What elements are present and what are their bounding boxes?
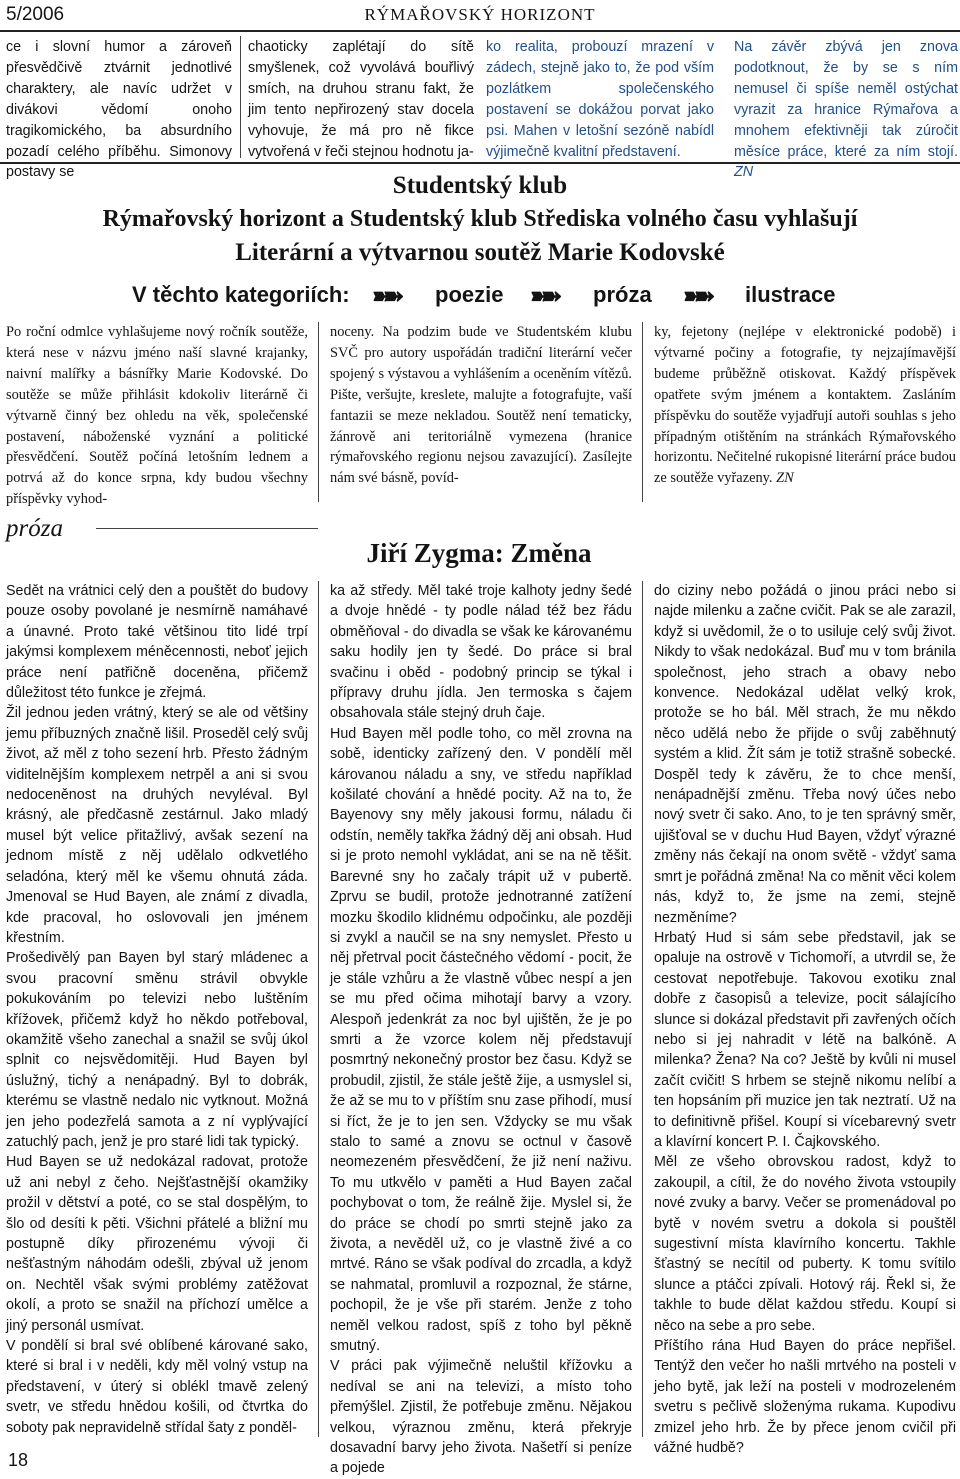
- signature: ZN: [776, 470, 794, 487]
- paragraph: chaoticky zaplétají do sítě smyšlenek, což vyvolává bouřlivý smích, na druhou stranu fakt, že jim tento nepřirozený stav docela vyhovuje, že má pro ně fikce vytvořená v řeči stejnou hodnotu ja-: [248, 39, 474, 160]
- paragraph: [654, 322, 956, 489]
- club-column-3: [654, 322, 956, 510]
- arrow-icon: ➽➽: [372, 283, 397, 310]
- column-divider: [642, 322, 643, 502]
- column-divider: [318, 581, 319, 1437]
- paragraph-text: ky, fejetony (nejlépe v elektronické podobě) i výtvarné počiny a fotografie, ty nejzajímavější budeme průběžně otiskovat. Každý příspěvek opatřete svým jménem a kontaktem. Zasláním příspěvku do soutěže vyjadřují autoři souhlas s jeho případným otištěním na stránkách Rýmařovského horizontu. Nečitelné rukopisné literární práce budou ze soutěže vyřazeny.: [654, 324, 956, 487]
- arrow-icon: ➽➽: [683, 283, 708, 310]
- paragraph: ce i slovní humor a zároveň přesvědčivě ztvárnit jednotlivé charaktery, ale navíc udržet v divákovi vědomí onoho tragikomického, ba absurdního pozadí celého příběhu. Simonovy postavy se: [6, 39, 232, 181]
- column-divider: [642, 581, 643, 1437]
- page-number: 18: [8, 1450, 29, 1470]
- contest-title: Literární a výtvarnou soutěž Marie Kodovské: [235, 239, 725, 266]
- club-heading: Studentský klub: [392, 172, 568, 199]
- paragraph: Příštího rána Hud Bayen do práce nepřišel. Tentýž den večer ho našli mrtvého na posteli v jeho bytě, jak leží na posteli v modrozeleném svetru s pečlivě složenýma rukama. Kupodivu zmizel jeho hrb. Že by přece jenom cvičil při vážné hudbě?: [654, 1338, 956, 1457]
- issue-number: 5/2006: [6, 4, 65, 25]
- top-column-1: [6, 37, 232, 181]
- column-divider: [318, 322, 319, 502]
- paragraph: Hrbatý Hud si sám sebe představil, jak se opaluje na ostrově v Tichomoří, a utvrdil se, že cestovat nepotřebuje. Takovou exotiku znal dobře z časopisů a televize, pocit sálajícího slunce si dokázal představit při zavřených očích nebo si jej nahradit v létě na balkóně. A milenka? Žena? Na co? Ještě by kvůli ni musel začít cvičit! S hrbem se stejně nikomu nelíbí a ten hopsáním při muzice jen tak neztratí. Už na to definitivně přišel. Koupí si vícebarevný svetr a klavírní koncert P. I. Čajkovského.: [654, 929, 956, 1150]
- paragraph: Hud Bayen měl podle toho, co měl zrovna na sobě, identicky zařízený den. V pondělí měl károvanou náladu a sny, ve středu například košilaté chování a hnědé pocity. Až na to, že Bayenovy sny měly jakousi formu, náladu či odstín, neměly takřka žádný děj ani obsah. Hud si je proto nemohl vykládat, ani se na ně těšit. Barevné sny ho začaly trápit už v pubertě. Zprvu se budil, protože jednotranné zatížení mozku škodilo klidnému odpočinku, ale později si zvykl a naučil se na sny nemyslet. Přesto u něj přetrval pocit částečného vědomí - pocit, že je stále vzhůru a že vlastně vůbec nespí a jen se mu před očima mihotají barvy a vzory. Alespoň jedenkrát za noc byl ujištěn, že je po smrti a že vzorce kolem něj představují posmrtný nekonečný prostor bez času. Když se probudil, zjistil, že stále ještě žije, a usmyslel si, že až se mu to v příštím snu zase přihodí, musí si říct, že je to jen sen. Vždycky se mu však stalo to samé a znovu se octnul v časově neomezeném přesvědčení, že již není naživu. To mu utkvělo v paměti a Hud Bayen začal pochybovat o tom, že reálně žije. Myslel si, že do práce se chodí po smrti stejně jako za života, a nevěděl už, co je vlastně živé a co mrtvé. Ráno se však podíval do zrcadla, a když se nahmatal, promluvil a rozpoznal, že stárne, pochopil, že je vše při starém. Jenže z toho neměl velkou radost, spíš z toho byl pěkně smutný.: [330, 725, 632, 1355]
- category-proza: próza: [593, 282, 652, 307]
- paragraph: V práci pak výjimečně neluštil křížovku a nedíval se ani na televizi, a místo toho přemýšlel. Zjistil, že potřebuje změnu. Nějakou velkou, výraznou změnu, která překryje dosavadní barvy jeho života. Našetří si peníze a pojede: [330, 1358, 632, 1477]
- story-title: Jiří Zygma: Změna: [366, 538, 592, 568]
- paragraph-text: Na závěr zbývá jen znova podotknout, že by se s ním nemusel či spíše neměl ostýchat vyrazit za hranice Rýmařova a mnohem efektivněji tak zúročit měsíce práce, které za ním stojí.: [734, 39, 958, 160]
- paragraph: ko realita, probouzí mrazení v zádech, stejně jako to, že pod vším pozlátkem společenského postavení se dokážou porvat jako psi. Mahen v letošní sezóně nabídl výjimečně kvalitní představení.: [486, 39, 714, 160]
- paragraph: Měl ze všeho obrovskou radost, když to zakoupil, a cítil, že do nového života vstoupily nové zvuky a barvy. Večer se promenádoval po bytě v novém svetru a dokola si pouštěl sugestivní místa klavírního koncertu. Takhle šťastný se necítil od puberty. K tomu svítilo slunce a ptáčci zpívali. Hotový ráj. Řekl si, že takhle to bude dělat každou středu. Koupí si něco na sebe a pro sebe.: [654, 1154, 956, 1334]
- story-column-2: [330, 581, 632, 1477]
- top-column-4: [734, 37, 958, 181]
- category-poezie: poezie: [435, 282, 504, 307]
- top-column-2: [248, 37, 474, 159]
- paragraph: Sedět na vrátnici celý den a pouštět do budovy pouze osoby povolané je nesmírně namáhavé a únavné. Proto také většinou tito lidé trpí jakýmsi komplexem méněcennosti, neboť jejich práce není patřičně doceněna, přičemž důležitost této funkce je zřejmá.: [6, 583, 308, 702]
- header-rule: [0, 30, 960, 32]
- paragraph: noceny. Na podzim bude ve Studentském klubu SVČ pro autory uspořádán tradiční literární večer spojený s výstavou a vyhlášením a oceněním vítězů. Pište, veršujte, kreslete, malujte a fotografujte, vaší fantazii se meze nekladou. Soutěž není tematicky, žánrově ani teritoriálně vymezena (hranice rýmařovského regionu nejsou zavazující). Zasílejte nám své básně, povíd-: [330, 324, 632, 487]
- category-ilustrace: ilustrace: [745, 282, 836, 307]
- story-column-3: [654, 581, 956, 1457]
- paragraph: do ciziny nebo požádá o jinou práci nebo si najde milenku a začne cvičit. Pak se ale zarazil, když si uvědomil, že o to usiluje celý svůj život. Nikdy to však nedokázal. Buď mu v tom bránila společnost, jeho strach a obavy nebo konvence. Nedokázal udělat velký krok, protože se ho bál. Měl strach, že mu někdo něco udělá nebo že přijde o svůj zaběhnutý systém a klid. Žít sám je totiž strašně sobecké. Dospěl tedy k závěru, že to chce menší, nenápadnější změnu. Třeba nový účes nebo nový svetr či sako. Ano, to je ten správný směr, ujišťoval se v duchu Hud Bayen, vždyť výrazné změny nás čekají na onom světě - vždyť sama smrt je pořádná změna! Na co měnit věci kolem nás, když to, že jsme na zemi, stejně nezměníme?: [654, 583, 956, 926]
- paragraph: Žil jednou jeden vrátný, který se ale od většiny jemu příbuzných značně lišil. Proseděl celý svůj život, až měl z toho sezení hrb. Přesto žádným viditelnějším komplexem netrpěl a ani si svou nedoceněnost na druhých nevyléval. Byl krásný, ale předčasně zestárnul. Jako mladý musel být velice přitažlivý, avšak sezení na jednom místě z něj udělalo odkvetlého seladóna, který měl ke všemu ohnutá záda. Jmenoval se Hud Bayen, ale známí z divadla, kde pracoval, ho oslovovali jen jménem křestním.: [6, 705, 308, 946]
- club-column-2: [330, 322, 632, 510]
- paragraph: ka až středy. Měl také troje kalhoty jedny šedé a dvoje hnědé - ty podle nálad též bez řádu obměňoval - do divadla se však ke károvanému saku hodily jen ty šedé. Do práce si bral svačinu i oběd - podobný princip se týkal i přípravy druhu jídla. Jen termoska s čajem obsahovala stále stejný druh čaje.: [330, 583, 632, 722]
- top-column-3: [486, 37, 714, 159]
- signature: ZN: [734, 164, 754, 181]
- paragraph: Hud Bayen se už nedokázal radovat, protože už ani nebyl z čeho. Nejšťastnější okamžiky prožil v dětství a poté, co se stal dospělým, to šlo od desíti k pěti. Všichni přátelé a bližní mu postupně díky přirozenému vývoji či nešťastným náhodám odešli, zbýval už jenom on. Nechtěl však svými problémy zatěžovat okolí, a proto se snažil na příchozí umělce a jiný personál usmívat.: [6, 1154, 308, 1334]
- section-rule: [0, 162, 960, 164]
- page-header: [0, 0, 960, 32]
- magazine-title: RÝMAŘOVSKÝ HORIZONT: [364, 5, 596, 24]
- paragraph: Po roční odmlce vyhlašujeme nový ročník soutěže, která nese v názvu jméno naší slavné krajanky, naivní malířky a básnířky Marie Kodovské. Do soutěže se může přihlásit kdokoliv literárně či výtvarně činný bez ohledu na věk, společenské postavení, náboženské vyznání a politické přesvědčení. Soutěž počíná letošním lednem a potrvá až do konce srpna, kdy budou všechny příspěvky vyhod-: [6, 324, 308, 508]
- categories-label: V těchto kategoriích:: [132, 282, 350, 307]
- paragraph: Prošedivělý pan Bayen byl starý mládenec a svou pracovní směnu strávil obvykle pokukováním po televizi nebo luštěním křížovek, přičemž když ho někdo potřeboval, okamžitě všeho zanechal a snažil se svůj úkol splnit co nejsvědomitěji. Hud Bayen byl úslužný, tichý a nenápadný. Byl to dobrák, kterému se vlastně nedalo nic vytknout. Možná jen jeho podezřelá samota a z ní vyplývající zatuchlý pach, jenž je pro staré lidi tak typický.: [6, 950, 308, 1150]
- story-column-1: [6, 581, 308, 1437]
- club-column-1: [6, 322, 308, 510]
- section-label: próza: [6, 515, 63, 542]
- categories-line: [0, 282, 960, 312]
- section-rule: [96, 528, 318, 529]
- paragraph: V pondělí si bral své oblíbené kárované sako, které si bral i v neděli, kdy měl volný vstup na představení, v úterý si oblékl tmavě zelený svetr, ve středu hnědou košili, od čtvrtka do soboty pak nepravidelně střídal šaty z ponděl-: [6, 1338, 308, 1436]
- arrow-icon: ➽➽: [530, 283, 555, 310]
- column-divider: [240, 36, 241, 158]
- club-subheading: Rýmařovský horizont a Studentský klub Střediska volného času vyhlašují: [102, 206, 858, 232]
